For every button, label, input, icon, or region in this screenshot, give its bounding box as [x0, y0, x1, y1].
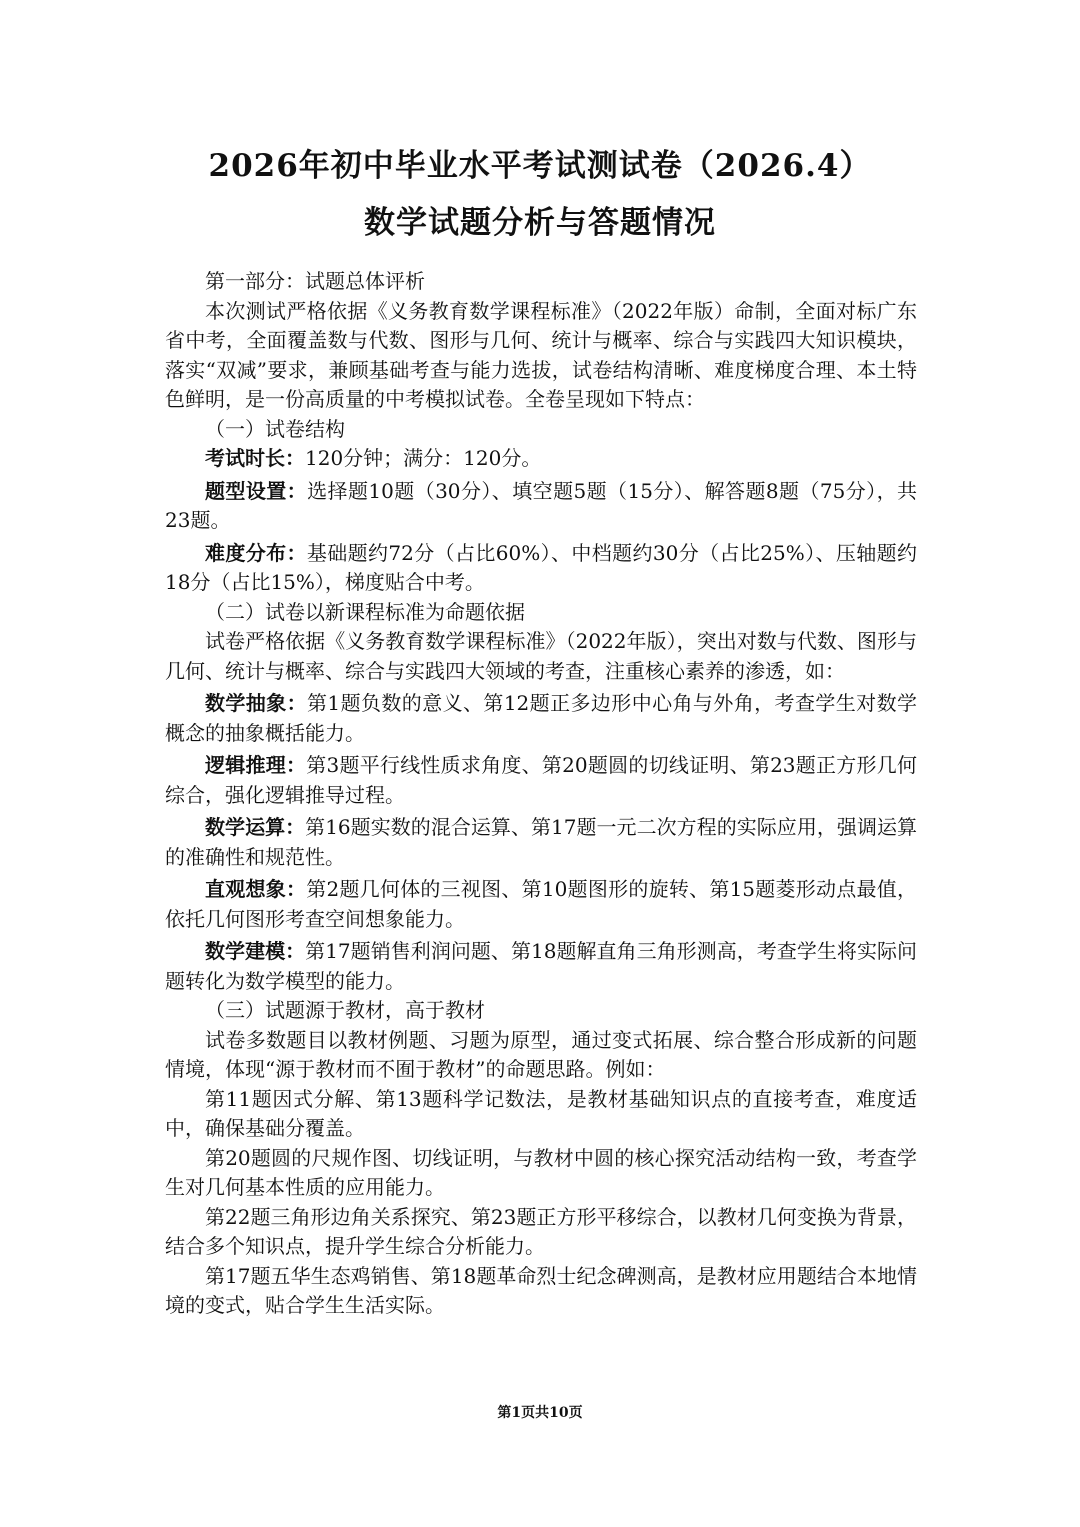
question-types-label: 题型设置： [205, 478, 308, 503]
literacy-item [165, 813, 917, 872]
difficulty-paragraph [165, 539, 917, 598]
section3-paragraph: 第17题五华生态鸡销售、第18题革命烈士纪念碑测高，是教材应用题结合本地情境的变式，贴合学生生活实际。 [165, 1263, 917, 1317]
document-title: 2026年初中毕业水平考试测试卷（2026.4） [208, 148, 872, 184]
intro-paragraph: 本次测试严格依据《义务教育数学课程标准》（2022年版）命制，全面对标广东省中考，全面覆盖数与代数、图形与几何、统计与概率、综合与实践四大知识模块，落实“双减”要求，兼顾基础考查与能力选拔，试卷结构清晰、难度梯度合理、本土特色鲜明，是一份高质量的中考模拟试卷。全卷呈现如下特点： [165, 298, 917, 411]
literacy-item-text: 第1题负数的意义、第12题正多边形中心角与外角，考查学生对数学概念的抽象概括能力。 [165, 691, 917, 745]
difficulty-text: 基础题约72分（占比60%）、中档题约30分（占比25%）、压轴题约18分（占比15%），梯度贴合中考。 [165, 540, 917, 594]
literacy-item-text: 第17题销售利润问题、第18题解直角三角形测高，考查学生将实际问题转化为数学模型的能力。 [165, 939, 918, 993]
section3-paragraph: 第20题圆的尺规作图、切线证明，与教材中圆的核心探究活动结构一致，考查学生对几何基本性质的应用能力。 [165, 1145, 917, 1199]
section2-heading: （二）试卷以新课程标准为命题依据 [205, 599, 525, 624]
literacy-item [165, 689, 917, 748]
literacy-item-text: 第2题几何体的三视图、第10题图形的旋转、第15题菱形动点最值，依托几何图形考查空间想象能力。 [165, 877, 918, 931]
document-body [165, 267, 917, 1321]
section3-paragraph: 第11题因式分解、第13题科学记数法，是教材基础知识点的直接考查，难度适中，确保基础分覆盖。 [165, 1086, 917, 1140]
literacy-item [165, 875, 917, 934]
page-number: 第1页共10页 [497, 1405, 583, 1421]
literacy-item-label: 数学建模： [205, 939, 306, 963]
exam-duration-label: 考试时长： [205, 446, 305, 470]
literacy-item-label: 逻辑推理： [205, 753, 307, 777]
literacy-item-label: 直观想象： [205, 877, 307, 901]
section2-intro: 试卷严格依据《义务教育数学课程标准》（2022年版），突出对数与代数、图形与几何、统计与概率、综合与实践四大领域的考查，注重核心素养的渗透，如： [165, 629, 917, 683]
literacy-item-label: 数学运算： [205, 815, 306, 839]
question-types-text: 选择题10题（30分）、填空题5题（15分）、解答题8题（75分），共23题。 [165, 478, 917, 532]
literacy-item-text: 第3题平行线性质求角度、第20题圆的切线证明、第23题正方形几何综合，强化逻辑推导过程。 [165, 753, 918, 807]
document-subtitle: 数学试题分析与答题情况 [364, 205, 716, 241]
literacy-item [165, 937, 917, 996]
literacy-item [165, 751, 917, 810]
literacy-item-text: 第16题实数的混合运算、第17题一元二次方程的实际应用，强调运算的准确性和规范性。 [165, 815, 918, 869]
section3-intro: 试卷多数题目以教材例题、习题为原型，通过变式拓展、综合整合形成新的问题情境，体现“源于教材而不囿于教材”的命题思路。例如： [165, 1027, 917, 1081]
question-types-paragraph [165, 477, 917, 536]
section3-paragraph: 第22题三角形边角关系探究、第23题正方形平移综合，以教材几何变换为背景，结合多个知识点，提升学生综合分析能力。 [165, 1204, 917, 1258]
section1-heading: （一）试卷结构 [205, 416, 345, 441]
literacy-item-label: 数学抽象： [205, 691, 308, 715]
exam-duration-paragraph [165, 444, 917, 474]
part1-heading: 第一部分：试题总体评析 [205, 269, 425, 293]
section3-heading: （三）试题源于教材，高于教材 [205, 998, 485, 1022]
exam-duration-text: 120分钟；满分：120分。 [305, 446, 542, 470]
difficulty-label: 难度分布： [205, 540, 307, 565]
